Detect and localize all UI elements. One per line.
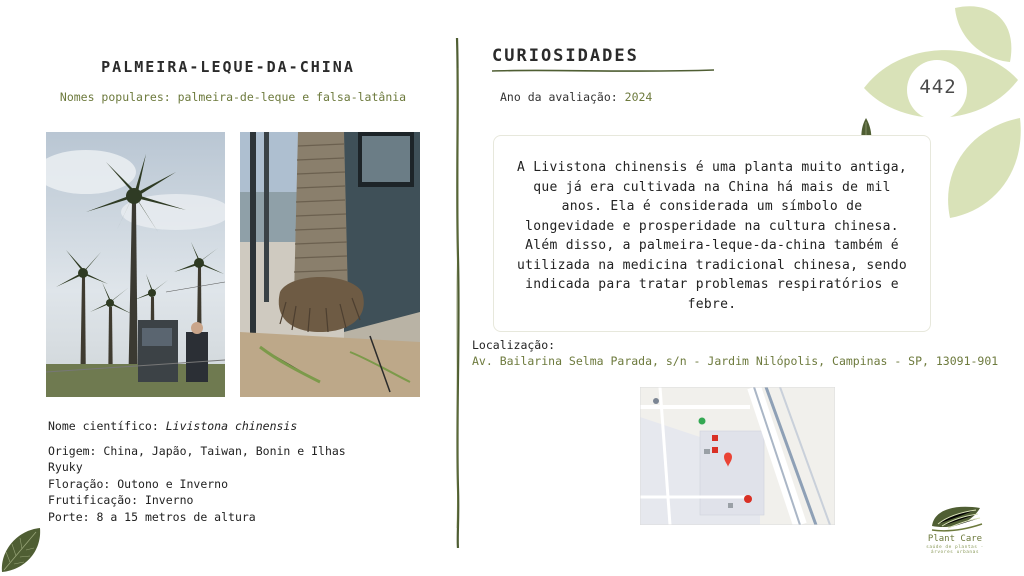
origin-row: [48, 443, 378, 476]
size-label: Porte:: [48, 509, 90, 524]
text-line: febre.: [687, 296, 737, 312]
text-line: utilizada na medicina tradicional chinesa, sendo: [516, 257, 908, 273]
curiosidades-text: [506, 158, 918, 314]
palm-photo-full: [46, 132, 225, 397]
origin-value-line1: China, Japão, Taiwan, Bonin e Ilhas: [103, 443, 346, 458]
text-line: longevidade e prosperidade na cultura chinesa.: [525, 218, 899, 234]
evaluation-number: 442: [919, 76, 957, 98]
fruiting-label: Frutificação:: [48, 493, 139, 507]
scientific-name-label: Nome científico:: [48, 419, 159, 433]
scientific-name-row: [48, 418, 378, 435]
location-label: Localização:: [472, 338, 556, 352]
column-divider: [452, 38, 464, 548]
evaluation-year: [500, 90, 652, 104]
location-address: Av. Bailarina Selma Parada, s/n - Jardim Nilópolis, Campinas - SP, 13091-901: [472, 354, 999, 368]
origin-label: Origem:: [48, 443, 97, 458]
flowering-value: Outono e Inverno: [117, 476, 229, 491]
palm-trunk-photo: [240, 132, 420, 397]
popular-names-value: palmeira-de-leque e falsa-latânia: [177, 90, 407, 104]
plant-care-logo: [928, 502, 984, 534]
text-line: Além disso, a palmeira-leque-da-china também é: [525, 238, 899, 253]
text-line: que já era cultivada na China há mais de mil: [533, 179, 891, 195]
text-line: anos. Ela é considerada um símbolo de: [561, 199, 863, 214]
location-map[interactable]: [640, 387, 835, 525]
text-line: A Livistona chinensis é uma planta muito antiga,: [516, 160, 908, 175]
flowering-row: [48, 476, 378, 493]
fruiting-row: [48, 492, 378, 509]
popular-names-label: Nomes populares:: [59, 90, 171, 104]
size-value: 8 a 15 metros de altura: [96, 509, 256, 524]
decorative-leaf-bottom-left: [0, 526, 44, 574]
scientific-name-value: Livistona chinensis: [165, 419, 298, 433]
leaf-shape: [948, 118, 1021, 218]
plant-title: PALMEIRA-LEQUE-DA-CHINA: [101, 58, 355, 76]
plant-facts: [48, 418, 378, 525]
flowering-label: Floração:: [48, 476, 111, 491]
logo-tagline: saúde de plantas · árvores urbanas: [926, 545, 984, 555]
logo-name: Plant Care: [927, 534, 983, 544]
year-value: 2024: [624, 90, 653, 104]
year-label: Ano da avaliação:: [500, 90, 618, 104]
curiosidades-title: CURIOSIDADES: [492, 46, 639, 66]
size-row: [48, 509, 378, 526]
popular-names: [48, 90, 418, 104]
origin-value-line2: Ryuky: [48, 460, 83, 474]
text-line: indicada para tratar problemas respiratórios e: [525, 277, 899, 292]
fruiting-value: Inverno: [144, 493, 194, 507]
curiosidades-card: [493, 135, 931, 332]
title-underline: [492, 68, 714, 74]
